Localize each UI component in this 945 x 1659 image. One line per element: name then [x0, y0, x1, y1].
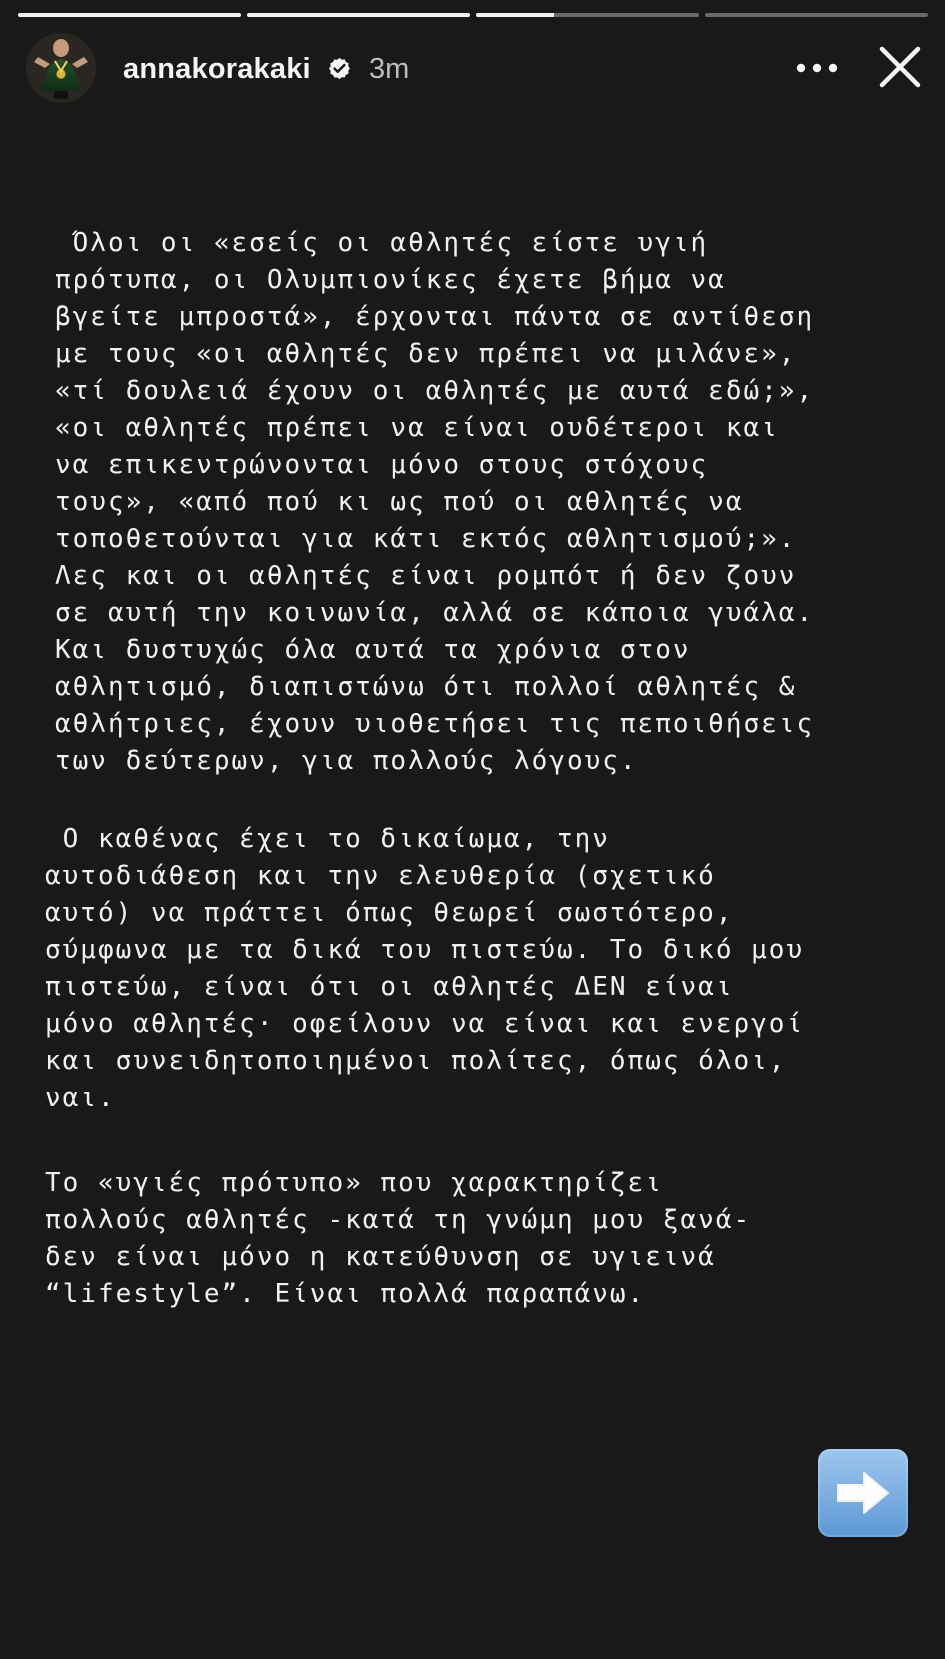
story-line: “lifestyle”. Είναι πολλά παραπάνω.	[45, 1279, 646, 1309]
username[interactable]: annakorakaki	[123, 53, 311, 85]
arrow-right-icon	[818, 1449, 908, 1537]
story-line: σε αυτή την κοινωνία, αλλά σε κάποια γυάλα.	[55, 598, 815, 628]
story-line: πιστεύω, είναι ότι οι αθλητές ΔΕΝ είναι	[45, 972, 734, 1002]
story-line: δεν είναι μόνο η κατεύθυνση σε υγιεινά	[45, 1242, 716, 1272]
next-story-button[interactable]	[818, 1449, 908, 1537]
story-time: 3m	[369, 53, 410, 85]
story-line: των δεύτερων, για πολλούς λόγους.	[55, 746, 638, 776]
story-line: σύμφωνα με τα δικά του πιστεύω. Το δικό μου	[45, 935, 805, 965]
story-line: τους», «από πού κι ως πού οι αθλητές να	[55, 487, 744, 517]
story-line: μόνο αθλητές· οφείλουν να είναι και ενεργοί	[45, 1009, 805, 1039]
story-line: και συνειδητοποιημένοι πολίτες, όπως όλοι,	[45, 1046, 787, 1076]
story-line: βγείτε μπροστά», έρχονται πάντα σε αντίθεση	[55, 302, 815, 332]
story-line: με τους «οι αθλητές δεν πρέπει να μιλάνε»,	[55, 339, 797, 369]
story-line: να επικεντρώνονται μόνο στους στόχους	[55, 450, 709, 480]
story-line: πολλούς αθλητές -κατά τη γνώμη μου ξανά-	[45, 1205, 752, 1235]
story-line: αυτό) να πράττει όπως θεωρεί σωστότερο,	[45, 898, 734, 928]
story-line: Το «υγιές πρότυπο» που χαρακτηρίζει	[45, 1168, 663, 1198]
story-line: «τί δουλειά έχουν οι αθλητές με αυτά εδώ;»,	[55, 376, 815, 406]
story-line: «οι αθλητές πρέπει να είναι ουδέτεροι και	[55, 413, 779, 443]
story-line: Και δυστυχώς όλα αυτά τα χρόνια στον	[55, 635, 691, 665]
story-line: Όλοι οι «εσείς οι αθλητές είστε υγιή	[55, 228, 709, 258]
story-line: Ο καθένας έχει το δικαίωμα, την	[45, 824, 610, 854]
story-line: αθλητισμό, διαπιστώνω ότι πολλοί αθλητές &	[55, 672, 797, 702]
story-line: Λες και οι αθλητές είναι ρομπότ ή δεν ζουν	[55, 561, 797, 591]
story-line: αυτοδιάθεση και την ελευθερία (σχετικό	[45, 861, 716, 891]
story-line: πρότυπα, οι Ολυμπιονίκες έχετε βήμα να	[55, 265, 726, 295]
story-line: ναι.	[45, 1083, 116, 1113]
story-line: τοποθετούνται για κάτι εκτός αθλητισμού;».	[55, 524, 797, 554]
story-line: αθλήτριες, έχουν υιοθετήσει τις πεποιθήσεις	[55, 709, 815, 739]
